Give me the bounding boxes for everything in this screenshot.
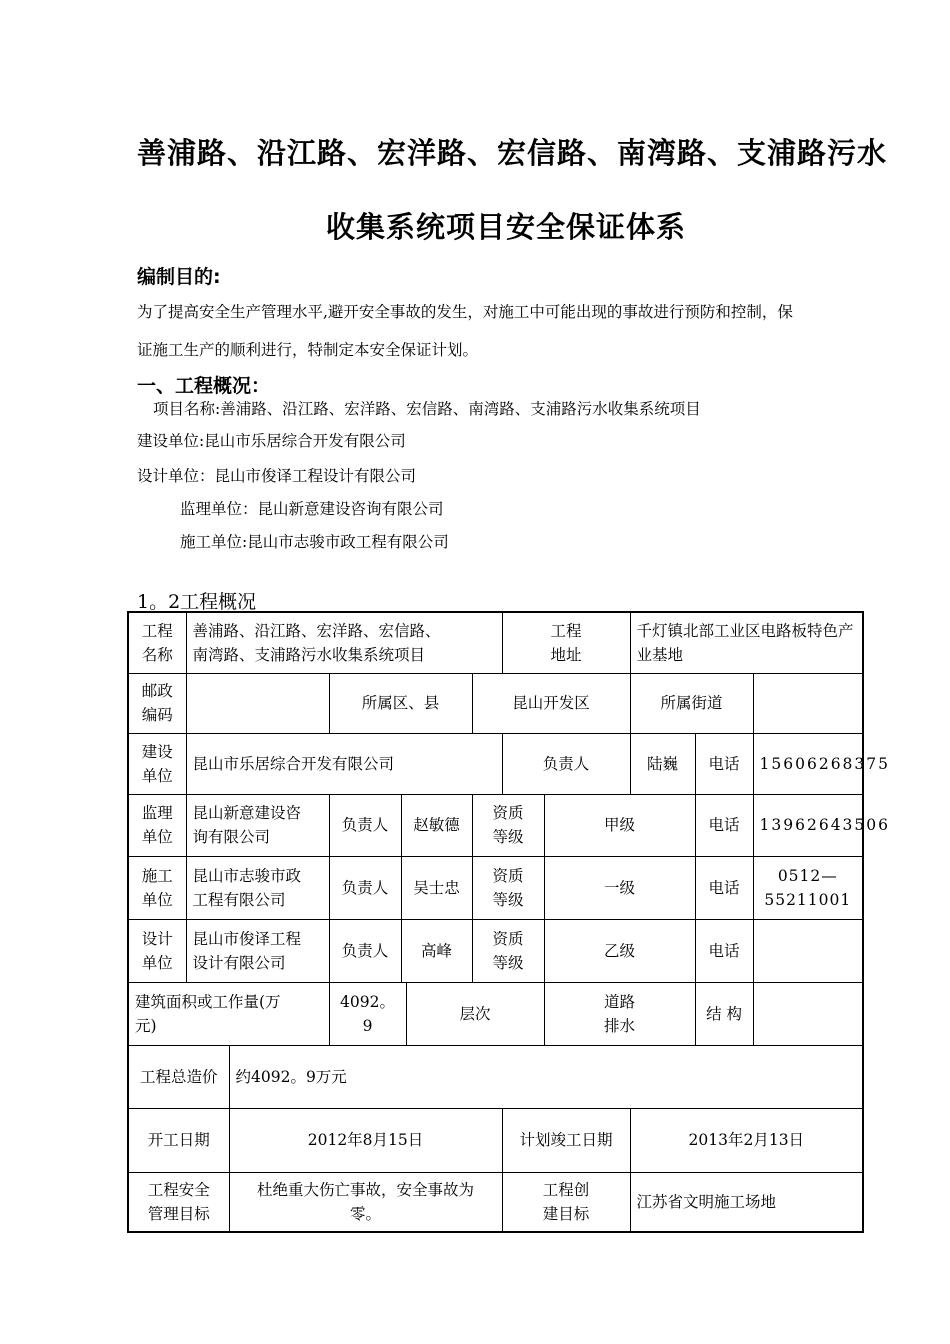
- contractor-qualification-label: 资质 等级: [472, 856, 544, 919]
- supervisor-unit-value: 昆山新意建设咨 询有限公司: [186, 794, 329, 856]
- project-name-line: 项目名称:善浦路、沿江路、宏洋路、宏信路、南湾路、支浦路污水收集系统项目: [153, 400, 701, 418]
- builder-person-label: 负责人: [502, 733, 630, 794]
- safety-goal-value: 杜绝重大伤亡事故，安全事故为 零。: [229, 1172, 502, 1232]
- structure-value: [753, 982, 863, 1045]
- table-row: [128, 794, 863, 856]
- supervisor-line: 监理单位：昆山新意建设咨询有限公司: [180, 500, 444, 518]
- table-row: [128, 919, 863, 982]
- safety-goal-label: 工程安全 管理目标: [128, 1172, 229, 1232]
- table-row: [128, 1045, 863, 1108]
- builder-unit-value: 昆山市乐居综合开发有限公司: [186, 733, 502, 794]
- project-address-value: 千灯镇北部工业区电路板特色产业基地: [630, 612, 863, 673]
- contractor-person-label: 负责人: [329, 856, 401, 919]
- supervisor-person-label: 负责人: [329, 794, 401, 856]
- contractor-unit-value: 昆山市志骏市政 工程有限公司: [186, 856, 329, 919]
- table-row: [128, 982, 863, 1045]
- designer-person-label: 负责人: [329, 919, 401, 982]
- supervisor-qualification-value: 甲级: [544, 794, 695, 856]
- supervisor-qualification-label: 资质 等级: [472, 794, 544, 856]
- table-row: [128, 612, 863, 673]
- designer-person-value: 高峰: [401, 919, 472, 982]
- street-label: 所属街道: [630, 673, 753, 733]
- floors-value: 道路 排水: [544, 982, 695, 1045]
- structure-label: 结 构: [695, 982, 753, 1045]
- street-value: [753, 673, 863, 733]
- total-cost-label: 工程总造价: [128, 1045, 229, 1108]
- title-line-2: 收集系统项目安全保证体系: [326, 210, 687, 244]
- project-name-label: 工程 名称: [128, 612, 186, 673]
- contractor-qualification-value: 一级: [544, 856, 695, 919]
- project-address-label: 工程 地址: [502, 612, 630, 673]
- supervisor-unit-label: 监理 单位: [128, 794, 186, 856]
- contractor-phone-value: 0512—55211001: [753, 856, 863, 919]
- district-label: 所属区、县: [329, 673, 472, 733]
- building-area-label: 建筑面积或工作量(万 元): [128, 982, 329, 1045]
- supervisor-person-value: 赵敏德: [401, 794, 472, 856]
- purpose-heading: 编制目的:: [137, 266, 221, 288]
- table-row: [128, 1172, 863, 1232]
- designer-qualification-value: 乙级: [544, 919, 695, 982]
- builder-line: 建设单位:昆山市乐居综合开发有限公司: [137, 432, 406, 450]
- table-row: [128, 733, 863, 794]
- postal-code-label: 邮政 编码: [128, 673, 186, 733]
- district-value: 昆山开发区: [472, 673, 630, 733]
- project-name-value: 善浦路、沿江路、宏洋路、宏信路、 南湾路、支浦路污水收集系统项目: [186, 612, 502, 673]
- section-subheading: 1。2工程概况: [137, 591, 257, 613]
- building-area-value: 4092。9: [329, 982, 406, 1045]
- designer-qualification-label: 资质 等级: [472, 919, 544, 982]
- postal-code-value: [186, 673, 329, 733]
- table-row: [128, 673, 863, 733]
- contractor-line: 施工单位:昆山市志骏市政工程有限公司: [180, 533, 449, 551]
- table-row: [128, 856, 863, 919]
- supervisor-phone-value: 13962643506: [753, 794, 863, 856]
- supervisor-phone-label: 电话: [695, 794, 753, 856]
- designer-phone-value: [753, 919, 863, 982]
- designer-unit-label: 设计 单位: [128, 919, 186, 982]
- creation-goal-value: 江苏省文明施工场地: [630, 1172, 863, 1232]
- purpose-text-line-1: 为了提高安全生产管理水平,避开安全事故的发生，对施工中可能出现的事故进行预防和控制，保: [137, 303, 793, 321]
- title-line-1: 善浦路、沿江路、宏洋路、宏信路、南湾路、支浦路污水: [137, 136, 888, 170]
- contractor-phone-label: 电话: [695, 856, 753, 919]
- project-overview-table: [127, 611, 891, 1233]
- builder-unit-label: 建设 单位: [128, 733, 186, 794]
- total-cost-value: 约4092。9万元: [229, 1045, 863, 1108]
- contractor-unit-label: 施工 单位: [128, 856, 186, 919]
- designer-line: 设计单位：昆山市俊译工程设计有限公司: [137, 467, 417, 485]
- builder-person-value: 陆巍: [630, 733, 695, 794]
- start-date-value: 2012年8月15日: [229, 1108, 502, 1172]
- overview-heading: 一、工程概况：: [137, 375, 271, 397]
- floors-label: 层次: [406, 982, 544, 1045]
- end-date-value: 2013年2月13日: [630, 1108, 863, 1172]
- end-date-label: 计划竣工日期: [502, 1108, 630, 1172]
- start-date-label: 开工日期: [128, 1108, 229, 1172]
- designer-unit-value: 昆山市俊译工程 设计有限公司: [186, 919, 329, 982]
- purpose-text-line-2: 证施工生产的顺利进行，特制定本安全保证计划。: [137, 341, 479, 359]
- builder-phone-label: 电话: [695, 733, 753, 794]
- table-row: [128, 1108, 863, 1172]
- contractor-person-value: 吴士忠: [401, 856, 472, 919]
- creation-goal-label: 工程创 建目标: [502, 1172, 630, 1232]
- designer-phone-label: 电话: [695, 919, 753, 982]
- builder-phone-value: 15606268375: [753, 733, 863, 794]
